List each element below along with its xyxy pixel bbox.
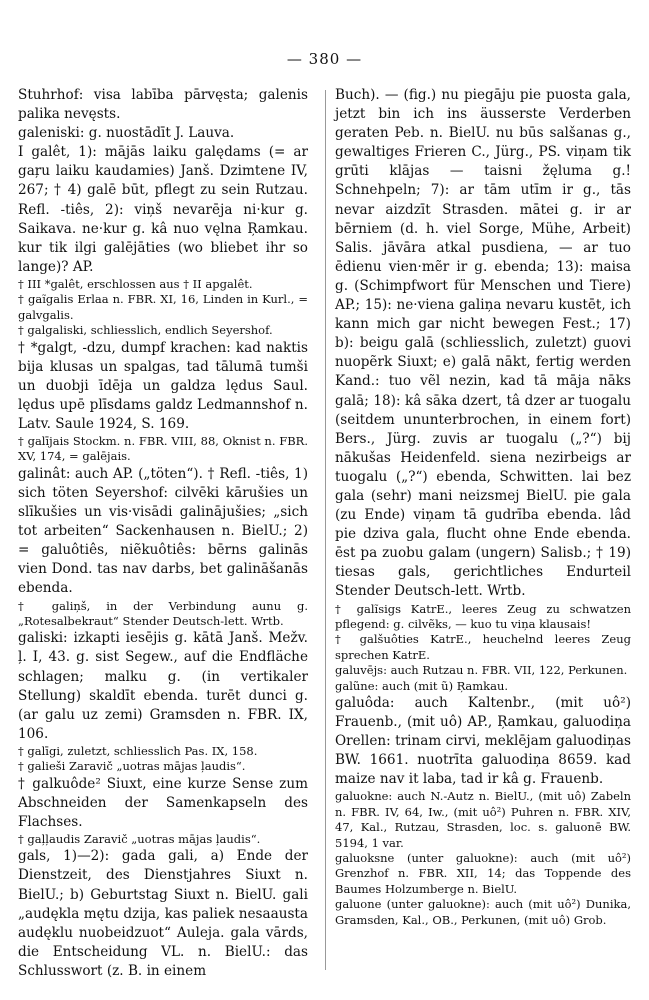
dictionary-entry: † galgaliski, schliesslich, endlich Seyershof. xyxy=(18,323,273,338)
column-divider xyxy=(325,90,326,970)
dictionary-entry: galiski: izkapti iesējis g. kātā Janš. Mežv. ļ. I, 43. g. sist Segew., auf die Endfläche schlagen; malku g. (in vertikaler Stellung) skaldīt ebenda. turēt dunci g. (ar galu uz zemi) Gramsden n. FBR. IX, 106. xyxy=(18,630,308,742)
dictionary-entry: † galšuôties KatrE., heuchelnd leeres Zeug sprechen KatrE. xyxy=(335,632,631,662)
dictionary-entry: galuoksne (unter galuokne): auch (mit uô²) Grenzhof n. FBR. XII, 14; das Toppende des Baumes Holzumberge n. BielU. xyxy=(335,851,631,896)
dictionary-entry: galinât: auch AP. („töten“). † Refl. -tiês, 1) sich töten Seyershof: cilvēki kārušies un slīkušies un vis·visādi galinājušies; „sich tot arbeiten“ Sackenhausen n. BielU.; 2) = galuôtiês, niẽkuôtiês: bērns galinās vien Dond. tas nav darbs, bet galināšanās ebenda. xyxy=(18,465,308,597)
page-number: — 380 — xyxy=(286,50,363,68)
left-column xyxy=(18,86,308,981)
dictionary-entry: galuôda: auch Kaltenbr., (mit uô²) Frauenb., (mit uô) AP., Ŗamkau, galuodiņa Orellen: trinam cirvi, meklējam galuodiņas BW. 1661. nuotrīta galuodiņa 8659. kad maize nav it laba, tad ir kâ g. Frauenb. xyxy=(335,694,631,788)
dictionary-entry: † galieši Zaravič „uotras mājas ļaudis“. xyxy=(18,759,246,774)
dictionary-entry: † gaĩgalis Erlaa n. FBR. XI, 16, Linden in Kurl., = galvgalis. xyxy=(18,292,308,322)
dictionary-entry: † galĩsigs KatrE., leeres Zeug zu schwatzen pflegend: g. cilvẽks, — kuo tu viņa klausais! xyxy=(335,601,631,631)
dictionary-entry: galeniski: g. nuostādīt J. Lauva. xyxy=(18,125,235,142)
dictionary-entry: galuvējs: auch Rutzau n. FBR. VII, 122, Perkunen. xyxy=(335,663,628,678)
dictionary-entry: gals, 1)—2): gada gali, a) Ende der Dienstzeit, des Dienstjahres Siuxt n. BielU.; b) Geburtstag Siuxt n. BielU. gali „audękla mętu dzija, kas paliek nesaausta audęklu nuobeidzuot“ Auleja. gala vārds, die Entscheidung VL. n. BielU.: das Schlusswort (z. B. in einem xyxy=(18,848,308,979)
dictionary-entry: galũne: auch (mit ũ) Ŗamkau. xyxy=(335,678,509,693)
dictionary-entry: † III *galêt, erschlossen aus † II apgalêt. xyxy=(18,276,253,291)
dictionary-entry: † galiņš, in der Verbindung aunu g. „Rotesalbekraut“ Stender Deutsch-lett. Wrtb. xyxy=(18,598,308,628)
dictionary-entry: † *galgt, -dzu, dumpf krachen: kad naktis bija klusas un spalgas, tad tālumā tumši un duobji īdēja un galdza lędus Saul. lędus upē plīsdams galdz Ledmannshof n. Latv. Saule 1924, S. 169. xyxy=(18,339,308,432)
dictionary-entry: † galīgi, zuletzt, schliesslich Pas. IX, 158. xyxy=(18,743,258,758)
dictionary-entry: Stuhrhof: visa labība pārvęsta; galenis palika nevęsts. xyxy=(18,87,308,123)
dictionary-entry: Buch). — (fig.) nu piegāju pie puosta gala, jetzt bin ich ins äusserste Verderben geraten Peb. n. BielU. nu būs salšanas g., gewaltiges Frieren C., Jürg., PS. viņam tik grūti klājas — taisni žęluma g.! Schnehpeln; 7): ar tām utīm ir g., tās nevar aizdzīt Strasden. mātei g. ir ar bērniem (d. h. viel Sorge, Mühe, Arbeit) Salis. jāvāra atkal pusdiena, — ar tuo ēdienu vien·mẽr ir g. ebenda; 13): maisa g. (Schimpfwort für Menschen und Tiere) AP.; 15): ne·viena galiņa nevaru kustēt, ich kann mich gar nicht bewegen Fest.; 17) b): beigu galā (schliesslich, zuletzt) guovi nuopẽrk Siuxt; e) galā nākt, fertig werden Kand.: tuo vẽl nezin, kad tā māja nāks galā; 18): kâ sāka dzert, tâ dzer ar tuogalu (seitdem ununterbrochen, in einem fort) Bers., Jürg. zuvis ar tuogalu („?“) bij nākušas Heidenfeld. siena nezirbeigs ar tuogalu („?“) ebenda, Schwitten. lai bez gala (sehr) mani neizsmej BielU. pie gala (zu Ende) viņam tā gudrība ebenda. lâd pie dziva gala, flucht ohne Ende ebenda. ēst pa zuobu galam (ungern) Salisb.; † 19) tiesas gals, gerichtliches Endurteil Stender Deutsch-lett. Wrtb. xyxy=(335,87,631,600)
dictionary-entry: † gaļļaudis Zaravič „uotras mājas ļaudis“. xyxy=(18,831,261,846)
dictionary-entry: galuone (unter galuokne): auch (mit uô²) Dunika, Gramsden, Kal., OB., Perkunen, (mit uô) Grob. xyxy=(335,897,631,927)
dictionary-entry: † galkuôde² Siuxt, eine kurze Sense zum Abschneiden der Samenkapseln des Flachses. xyxy=(18,775,308,830)
dictionary-entry: galuokne: auch N.-Autz n. BielU., (mit uô) Zabeln n. FBR. IV, 64, Iw., (mit uô²) Puhren n. FBR. XIV, 47, Kal., Rutzau, Strasden, loc. s. galuonē BW. 5194, 1 var. xyxy=(335,789,631,850)
dictionary-entry: † galījais Stockm. n. FBR. VIII, 88, Oknist n. FBR. XV, 174, = galējais. xyxy=(18,434,308,464)
right-column xyxy=(335,86,631,928)
dictionary-entry: I galêt, 1): mājās laiku galędams (= ar gaŗu laiku kaudamies) Janš. Dzimtene IV, 267; † 4) galē būt, pflegt zu sein Rutzau. Refl. -tiês, 2): viņš nevarēja ni·kur g. Saikava. ne·kur g. kâ nuo vęlna Ŗamkau. kur tik ilgi galējāties (wo bliebet ihr so lange)? AP. xyxy=(18,144,308,275)
